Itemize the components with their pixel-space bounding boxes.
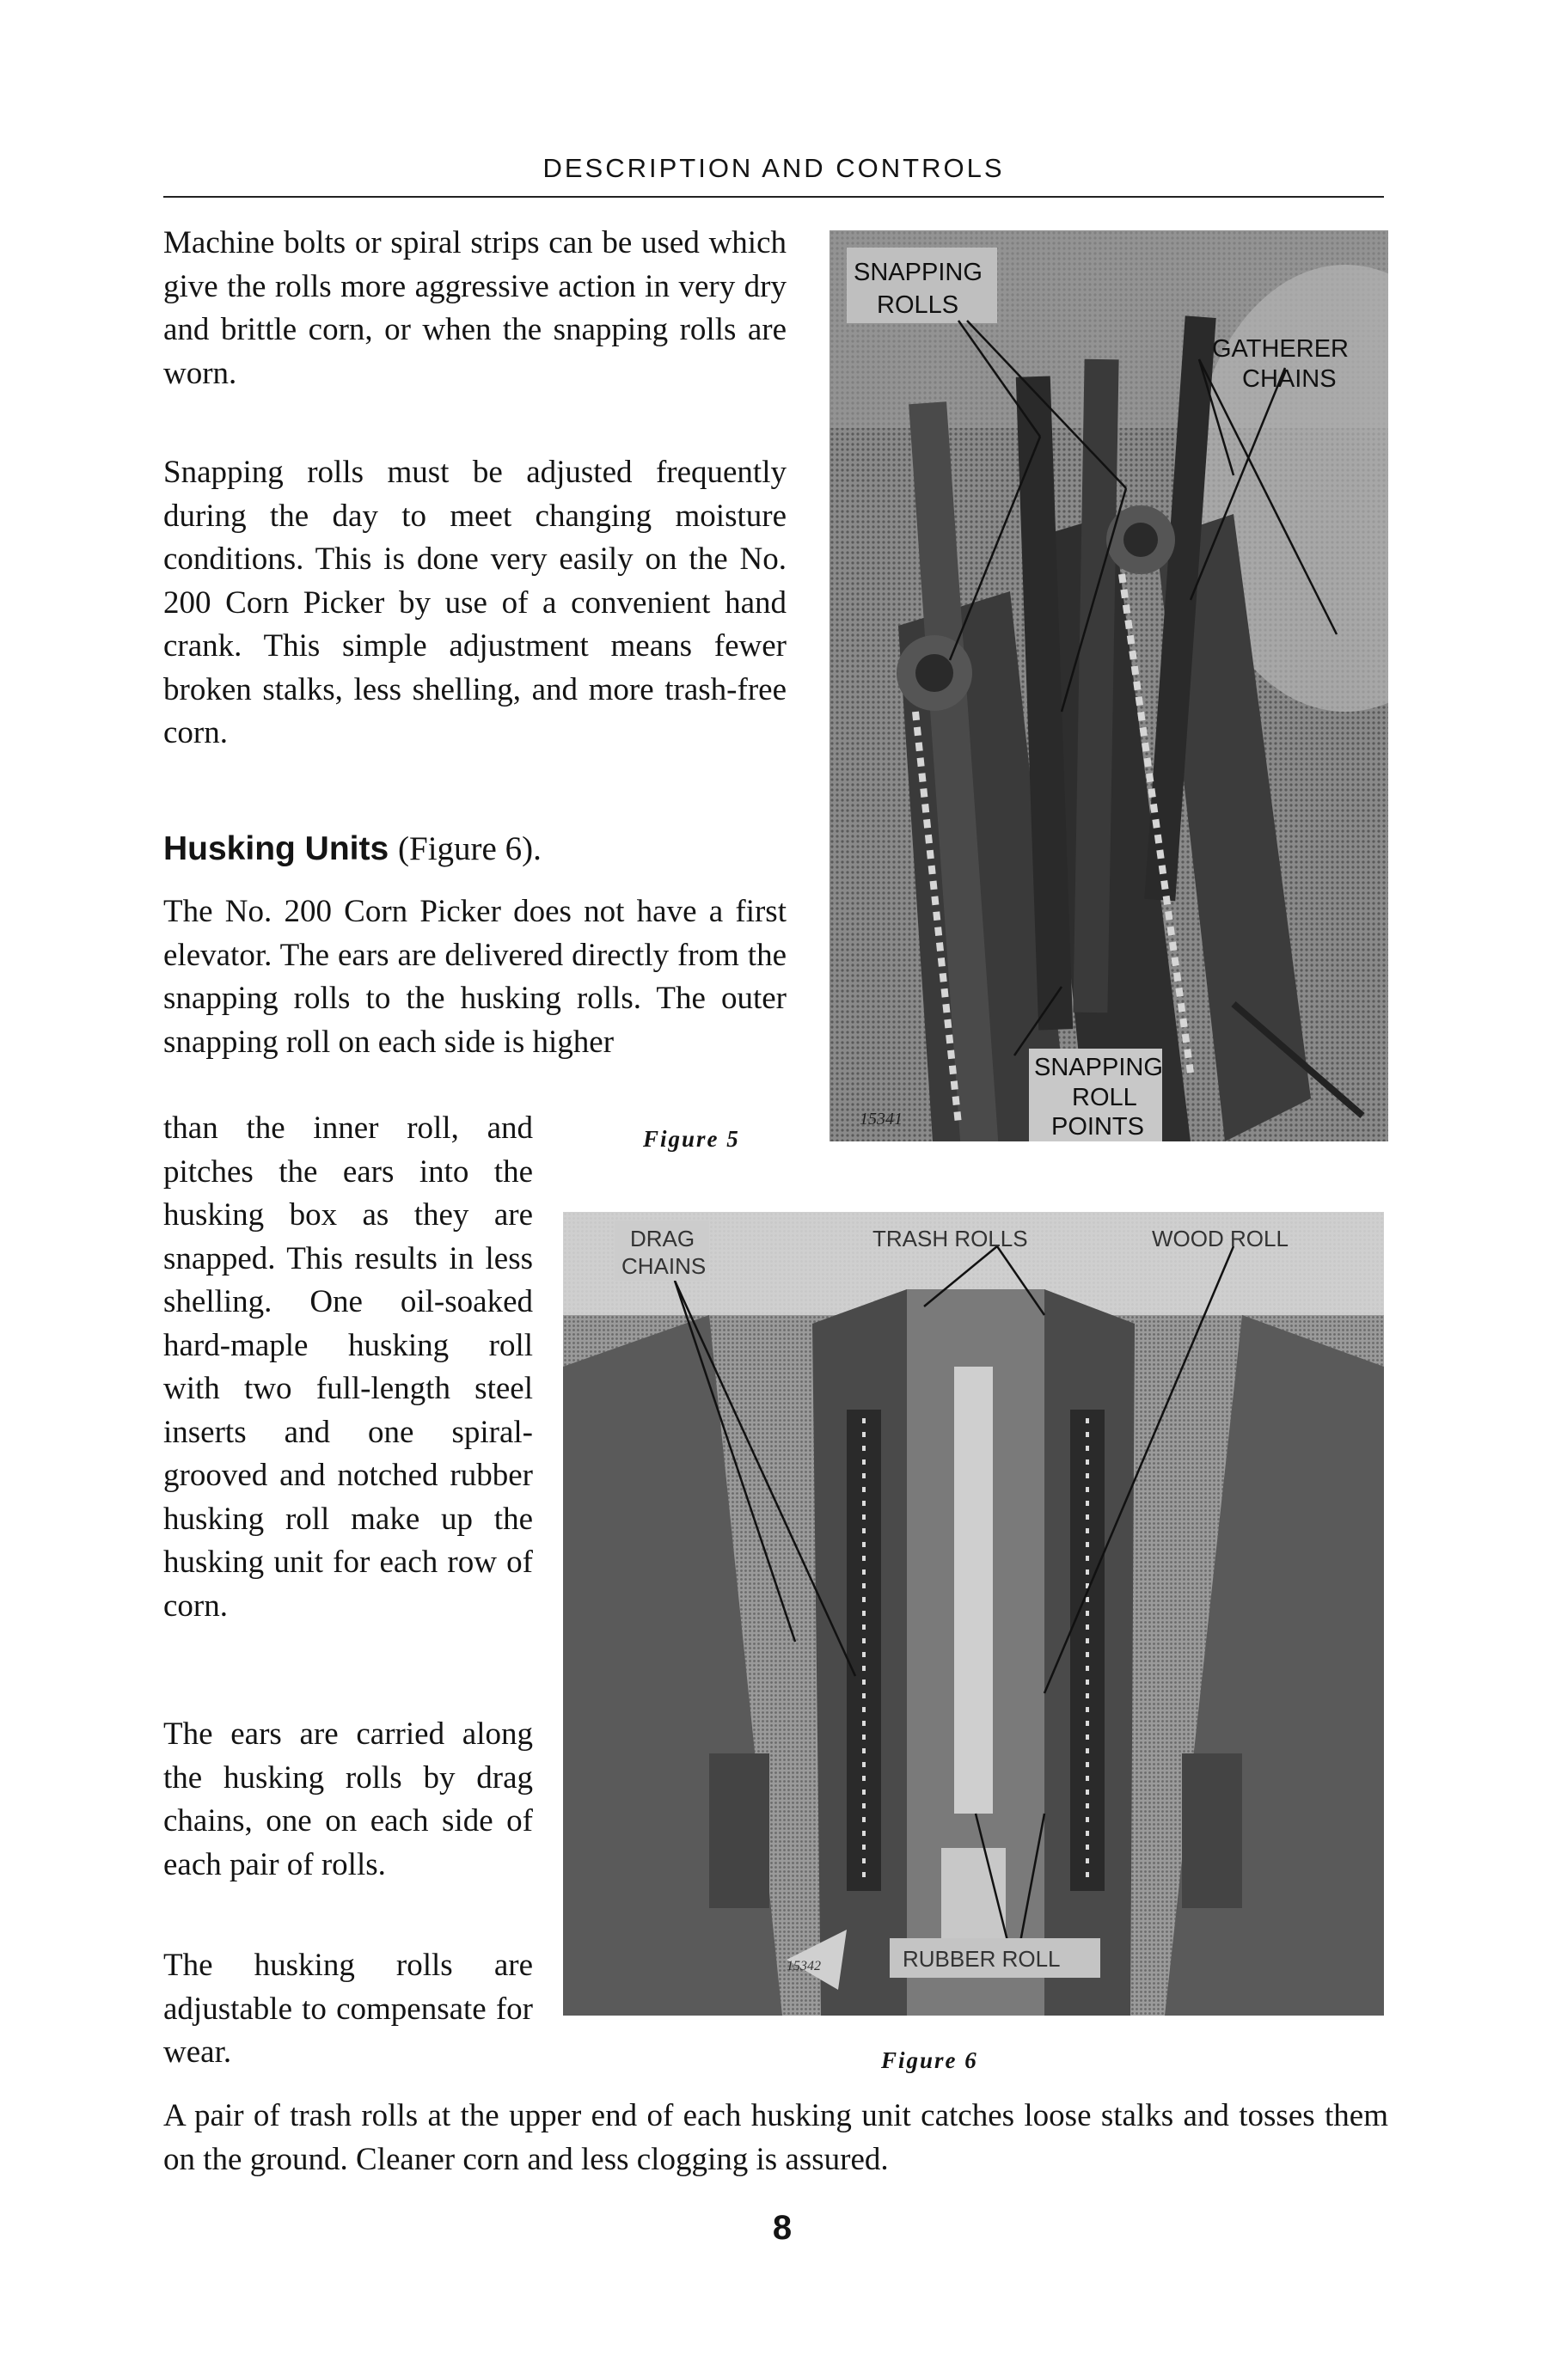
paragraph-bolts: Machine bolts or spiral strips can be used which give the rolls more aggressive action in very dry and brittle corn, or when the snapping rolls are worn. <box>163 225 787 391</box>
figure-5-label-gatherer-chains-2: CHAINS <box>1242 365 1337 393</box>
figure-5-photo <box>830 230 1388 1141</box>
page-number: 8 <box>772 2209 793 2247</box>
figure-6-caption: Figure 6 <box>881 2047 978 2073</box>
figure-6-label-wood-roll: WOOD ROLL <box>1152 1226 1289 1251</box>
paragraph-drag-chains: The ears are carried along the husking rolls by drag chains, one on each side of each pair of rolls. <box>163 1716 533 1882</box>
paragraph-husking-detail: than the inner roll, and pitches the ears into the husking box as they are snapped. This results in less shelling. One oil-soaked hard-maple husking roll with two full-length steel inserts and one spiral-grooved and notched rubber husking roll make up the husking unit for each row of corn. <box>163 1110 533 1624</box>
figure-5-label-roll-points-3: POINTS <box>1051 1113 1144 1141</box>
figure-6-number: 15342 <box>787 1959 821 1973</box>
figure-5-label-roll-points-1: SNAPPING <box>1034 1054 1163 1081</box>
figure-5-label-snapping-rolls-2: ROLLS <box>877 291 959 319</box>
section-heading <box>163 829 542 868</box>
figure-5-label-snapping-rolls-1: SNAPPING <box>854 259 983 286</box>
paragraph-husking-intro: The No. 200 Corn Picker does not have a first elevator. The ears are delivered directly from the snapping rolls to the husking rolls. The outer snapping roll on each side is higher <box>163 894 787 1060</box>
figure-5-label-roll-points-2: ROLL <box>1072 1084 1137 1111</box>
figure-5-caption: Figure 5 <box>643 1126 740 1152</box>
paragraph-snapping-adjust: Snapping rolls must be adjusted frequently during the day to meet changing moisture conditions. This is done very easily on the No. 200 Corn Picker by use of a convenient hand crank. This simple adjustment means fewer broken stalks, less shelling, and more trash-free corn. <box>163 455 787 750</box>
page-header: DESCRIPTION AND CONTROLS <box>542 153 1005 183</box>
figure-6-label-trash-rolls: TRASH ROLLS <box>872 1226 1028 1251</box>
section-heading-title: Husking Units <box>163 830 389 867</box>
paragraph-trash-rolls: A pair of trash rolls at the upper end of each husking unit catches loose stalks and tosses them on the ground. Cleaner corn and less clogging is assured. <box>163 2098 1388 2177</box>
figure-6-label-drag-chains-2: CHAINS <box>621 1253 707 1279</box>
figure-5-label-gatherer-chains-1: GATHERER <box>1212 335 1349 363</box>
figure-6-photo <box>563 1212 1384 2016</box>
figure-5-number: 15341 <box>860 1110 903 1129</box>
paragraph-adjustable: The husking rolls are adjustable to compensate for wear. <box>163 1948 533 2070</box>
header-rule <box>163 196 1384 198</box>
figure-6-label-rubber-roll: RUBBER ROLL <box>903 1946 1061 1972</box>
section-heading-ref: (Figure 6). <box>398 830 542 867</box>
figure-6-label-drag-chains-1: DRAG <box>630 1226 695 1251</box>
